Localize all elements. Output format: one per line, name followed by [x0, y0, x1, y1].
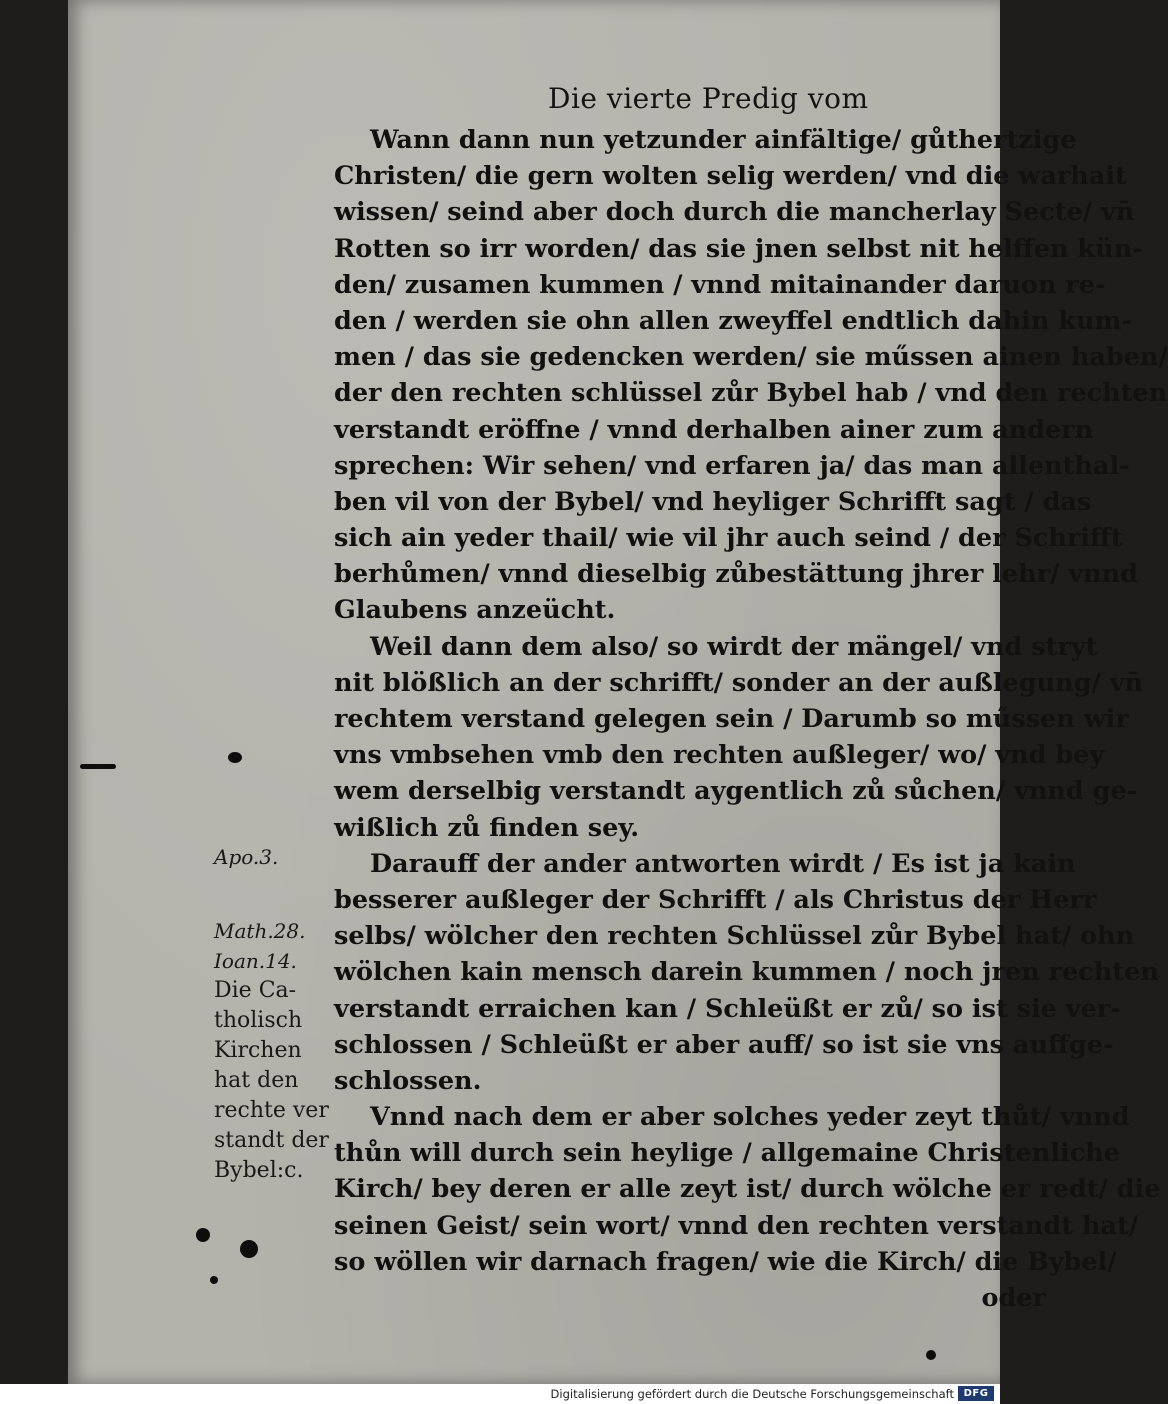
text-line: wißlich zů finden sey.	[334, 812, 640, 843]
text-line: Glaubens anzeücht.	[334, 595, 616, 626]
text-line: men / das sie gedencken werden/ sie műssen ainen haben/	[334, 342, 1168, 373]
text-line: berhůmen/ vnnd dieselbig zůbestättung jhrer lehr/ vnnd	[334, 559, 1138, 590]
margin-reference-ioan: Ioan.14.	[214, 949, 297, 973]
text-line: nit blößlich an der schrifft/ sonder an der außlegung/ vn̄	[334, 667, 1144, 698]
margin-sidenote-line: Kirchen	[214, 1038, 302, 1063]
text-line: der den rechten schlüssel zůr Bybel hab / vnd den rechten	[334, 378, 1168, 409]
text-line: den/ zusamen kummen / vnnd mitainander daruon re-	[334, 269, 1106, 300]
text-line: Wann dann nun yetzunder ainfältige/ gůthertzige	[370, 125, 1077, 155]
text-line: sich ain yeder thail/ wie vil jhr auch seind / der Schrifft	[334, 523, 1123, 554]
margin-sidenote-line: hat den	[214, 1068, 299, 1093]
dfg-logo-icon: DFG	[958, 1386, 994, 1401]
running-head: Die vierte Predig vom	[548, 82, 869, 115]
margin-sidenote-line: Die Ca-	[214, 978, 297, 1003]
text-line: Rotten so irr worden/ das sie jnen selbst nit helffen kün-	[334, 233, 1143, 264]
catchword: oder	[981, 1283, 1046, 1313]
text-line: Kirch/ bey deren er alle zeyt ist/ durch wölche er redt/ die	[334, 1174, 1161, 1205]
text-line: thůn will durch sein heylige / allgemaine Christenliche	[334, 1138, 1120, 1169]
text-line: Darauff der ander antworten wirdt / Es ist ja kain	[370, 848, 1076, 879]
ink-blot	[228, 752, 242, 763]
margin-notes	[214, 842, 334, 1186]
text-line: wissen/ seind aber doch durch die mancherlay Secte/ vn̄	[334, 197, 1135, 228]
ink-blot	[196, 1228, 210, 1242]
margin-sidenote-line: rechte ver	[214, 1098, 329, 1123]
digitization-footer	[0, 1384, 1000, 1404]
text-line: schlossen / Schleüßt er aber auff/ so ist sie vns auffge-	[334, 1029, 1114, 1060]
text-line: wem derselbig verstandt aygentlich zů sůchen/ vnnd ge-	[334, 776, 1138, 807]
ink-blot	[240, 1240, 258, 1258]
text-line: verstandt erraichen kan / Schleüßt er zů/ so ist sie ver-	[334, 993, 1121, 1024]
text-line: Vnnd nach dem er aber solches yeder zeyt thůt/ vnnd	[370, 1102, 1130, 1133]
margin-reference-math: Math.28.	[214, 919, 306, 943]
margin-sidenote-line: tholisch	[214, 1008, 303, 1033]
book-page	[68, 0, 1168, 1384]
text-line: schlossen.	[334, 1065, 482, 1096]
main-text-block	[334, 122, 1168, 1316]
text-line: sprechen: Wir sehen/ vnd erfaren ja/ das man allenthal-	[334, 450, 1130, 481]
text-line: Christen/ die gern wolten selig werden/ vnd die warhait	[334, 161, 1127, 192]
text-line: verstandt eröffne / vnnd derhalben ainer zum andern	[334, 414, 1094, 445]
margin-sidenote-line: standt der	[214, 1128, 329, 1153]
text-line: ben vil von der Bybel/ vnd heyliger Schrifft sagt / das	[334, 486, 1092, 517]
text-line: besserer außleger der Schrifft / als Christus der Herr	[334, 884, 1097, 915]
margin-reference-apo: Apo.3.	[214, 845, 279, 869]
text-line: wölchen kain mensch darein kummen / noch jren rechten	[334, 957, 1159, 988]
text-line: vns vmbsehen vmb den rechten außleger/ wo/ vnd bey	[334, 740, 1105, 771]
ink-blot	[80, 764, 116, 769]
text-line: rechtem verstand gelegen sein / Darumb so műssen wir	[334, 704, 1129, 734]
margin-sidenote-line: Bybel:c.	[214, 1158, 304, 1183]
text-line: den / werden sie ohn allen zweyffel endtlich dahin kum-	[334, 305, 1133, 336]
footer-text: Digitalisierung gefördert durch die Deutsche Forschungsgemeinschaft	[550, 1387, 954, 1401]
ink-blot	[210, 1276, 218, 1284]
text-line: Weil dann dem also/ so wirdt der mängel/ vnd stryt	[370, 631, 1098, 662]
text-line: seinen Geist/ sein wort/ vnnd den rechten verstandt hat/	[334, 1210, 1139, 1241]
ink-blot	[926, 1350, 936, 1360]
text-line: so wöllen wir darnach fragen/ wie die Kirch/ die Bybel/	[334, 1246, 1117, 1277]
text-line: selbs/ wölcher den rechten Schlüssel zůr Bybel hat/ ohn	[334, 921, 1135, 952]
